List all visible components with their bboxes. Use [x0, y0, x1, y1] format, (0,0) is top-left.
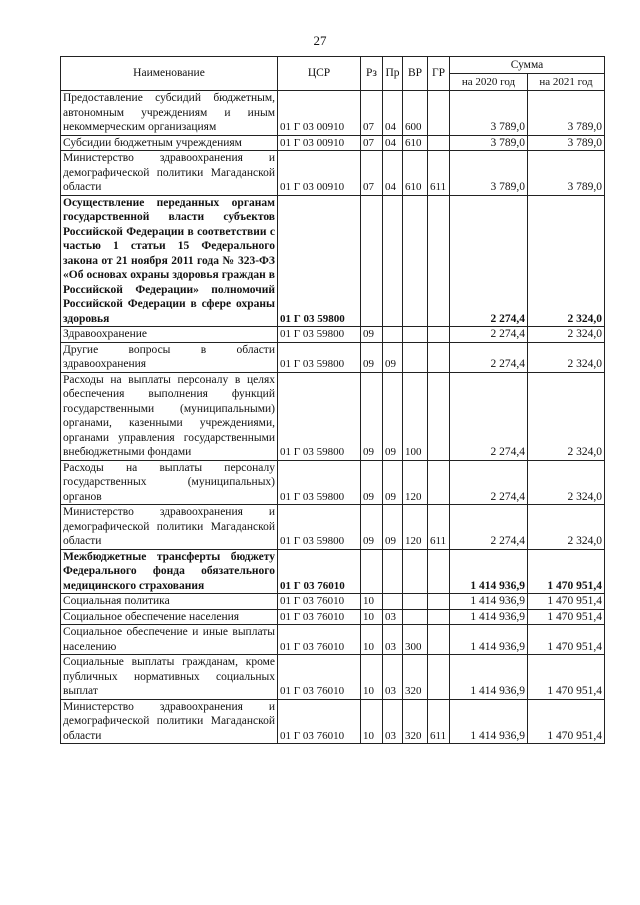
row-gr — [428, 609, 450, 625]
row-csr: 01 Г 03 76010 — [278, 655, 361, 700]
row-vr — [403, 342, 428, 372]
table-row — [61, 135, 605, 151]
header-rz: Рз — [361, 57, 383, 91]
row-sum-2021: 2 324,0 — [528, 505, 605, 550]
header-year-2020: на 2020 год — [450, 73, 528, 90]
row-csr: 01 Г 03 59800 — [278, 327, 361, 343]
row-pr: 09 — [383, 342, 403, 372]
row-gr — [428, 327, 450, 343]
row-rz: 10 — [361, 625, 383, 655]
table-body — [61, 91, 605, 744]
row-rz: 09 — [361, 460, 383, 505]
row-sum-2021: 1 470 951,4 — [528, 699, 605, 744]
row-vr — [403, 195, 428, 327]
row-name: Министерство здравоохранения и демографической политики Магаданской области — [61, 505, 278, 550]
row-rz: 09 — [361, 327, 383, 343]
row-sum-2021: 2 324,0 — [528, 372, 605, 460]
row-csr: 01 Г 03 59800 — [278, 372, 361, 460]
row-rz: 07 — [361, 151, 383, 196]
row-vr: 320 — [403, 699, 428, 744]
row-name: Министерство здравоохранения и демографической политики Магаданской области — [61, 151, 278, 196]
row-sum-2021: 2 324,0 — [528, 327, 605, 343]
row-sum-2020: 2 274,4 — [450, 342, 528, 372]
row-rz: 10 — [361, 699, 383, 744]
row-rz — [361, 195, 383, 327]
row-csr: 01 Г 03 59800 — [278, 342, 361, 372]
row-gr — [428, 625, 450, 655]
header-year-2021: на 2021 год — [528, 73, 605, 90]
row-csr: 01 Г 03 00910 — [278, 135, 361, 151]
table-row — [61, 372, 605, 460]
row-gr — [428, 372, 450, 460]
row-vr: 610 — [403, 151, 428, 196]
row-vr: 120 — [403, 505, 428, 550]
row-pr: 03 — [383, 625, 403, 655]
row-sum-2020: 2 274,4 — [450, 327, 528, 343]
row-sum-2020: 1 414 936,9 — [450, 609, 528, 625]
row-rz: 09 — [361, 342, 383, 372]
row-sum-2021: 2 324,0 — [528, 460, 605, 505]
table-row — [61, 151, 605, 196]
row-csr: 01 Г 03 76010 — [278, 609, 361, 625]
row-sum-2021: 1 470 951,4 — [528, 609, 605, 625]
row-vr: 600 — [403, 91, 428, 136]
row-gr: 611 — [428, 699, 450, 744]
row-sum-2020: 1 414 936,9 — [450, 625, 528, 655]
table-row — [61, 327, 605, 343]
row-sum-2020: 3 789,0 — [450, 151, 528, 196]
row-sum-2020: 1 414 936,9 — [450, 699, 528, 744]
budget-table — [60, 56, 605, 744]
row-rz: 07 — [361, 135, 383, 151]
header-sum: Сумма — [450, 57, 605, 74]
row-sum-2020: 2 274,4 — [450, 460, 528, 505]
row-gr — [428, 655, 450, 700]
row-sum-2021: 3 789,0 — [528, 91, 605, 136]
row-gr: 611 — [428, 505, 450, 550]
row-csr: 01 Г 03 76010 — [278, 549, 361, 594]
row-name: Социальное обеспечение населения — [61, 609, 278, 625]
row-gr — [428, 91, 450, 136]
row-pr: 03 — [383, 655, 403, 700]
row-name: Предоставление субсидий бюджетным, автономным учреждениям и иным некоммерческим организациям — [61, 91, 278, 136]
row-csr: 01 Г 03 00910 — [278, 151, 361, 196]
row-vr: 320 — [403, 655, 428, 700]
row-sum-2021: 3 789,0 — [528, 135, 605, 151]
row-gr: 611 — [428, 151, 450, 196]
row-sum-2020: 2 274,4 — [450, 505, 528, 550]
row-vr: 300 — [403, 625, 428, 655]
row-pr: 03 — [383, 699, 403, 744]
header-vr: ВР — [403, 57, 428, 91]
row-sum-2020: 1 414 936,9 — [450, 655, 528, 700]
row-sum-2021: 2 324,0 — [528, 342, 605, 372]
page-number: 27 — [313, 33, 327, 48]
row-sum-2021: 1 470 951,4 — [528, 655, 605, 700]
row-vr: 100 — [403, 372, 428, 460]
table-row — [61, 342, 605, 372]
header-pr: Пр — [383, 57, 403, 91]
row-sum-2020: 1 414 936,9 — [450, 594, 528, 610]
row-pr: 04 — [383, 151, 403, 196]
row-pr: 04 — [383, 135, 403, 151]
row-pr: 09 — [383, 460, 403, 505]
table-row — [61, 91, 605, 136]
row-pr: 09 — [383, 372, 403, 460]
row-gr — [428, 460, 450, 505]
row-pr: 03 — [383, 609, 403, 625]
row-gr — [428, 195, 450, 327]
row-name: Министерство здравоохранения и демографической политики Магаданской области — [61, 699, 278, 744]
row-gr — [428, 594, 450, 610]
row-csr: 01 Г 03 59800 — [278, 195, 361, 327]
row-rz: 10 — [361, 594, 383, 610]
row-name: Другие вопросы в области здравоохранения — [61, 342, 278, 372]
table-row — [61, 655, 605, 700]
row-csr: 01 Г 03 59800 — [278, 460, 361, 505]
row-pr — [383, 549, 403, 594]
row-pr — [383, 327, 403, 343]
row-sum-2020: 3 789,0 — [450, 135, 528, 151]
header-name: Наименование — [61, 57, 278, 91]
row-rz: 07 — [361, 91, 383, 136]
row-gr — [428, 135, 450, 151]
row-name: Расходы на выплаты персоналу государственных (муниципальных) органов — [61, 460, 278, 505]
table-row — [61, 625, 605, 655]
table-row — [61, 549, 605, 594]
row-sum-2021: 2 324,0 — [528, 195, 605, 327]
row-rz: 09 — [361, 372, 383, 460]
table-row — [61, 505, 605, 550]
table-header — [61, 57, 605, 91]
row-sum-2020: 3 789,0 — [450, 91, 528, 136]
table-row — [61, 460, 605, 505]
table-row — [61, 594, 605, 610]
table-row — [61, 699, 605, 744]
row-name: Осуществление переданных органам государственной власти субъектов Российской Федерации в соответствии с частью 1 статьи 15 Федерального закона от 21 ноября 2011 года № 323-ФЗ «Об основах охраны здоровья граждан в Российской Федерации» полномочий Российской Федерации в сфере охраны здоровья — [61, 195, 278, 327]
row-gr — [428, 549, 450, 594]
row-csr: 01 Г 03 76010 — [278, 699, 361, 744]
row-sum-2020: 2 274,4 — [450, 372, 528, 460]
header-csr: ЦСР — [278, 57, 361, 91]
row-csr: 01 Г 03 76010 — [278, 594, 361, 610]
row-pr — [383, 594, 403, 610]
row-vr — [403, 594, 428, 610]
table-row — [61, 195, 605, 327]
row-sum-2021: 1 470 951,4 — [528, 594, 605, 610]
row-pr — [383, 195, 403, 327]
row-name: Социальная политика — [61, 594, 278, 610]
row-csr: 01 Г 03 00910 — [278, 91, 361, 136]
row-vr: 610 — [403, 135, 428, 151]
row-sum-2021: 1 470 951,4 — [528, 549, 605, 594]
row-vr — [403, 327, 428, 343]
row-name: Социальное обеспечение и иные выплаты населению — [61, 625, 278, 655]
row-pr: 09 — [383, 505, 403, 550]
header-gr: ГР — [428, 57, 450, 91]
row-rz: 10 — [361, 609, 383, 625]
row-rz: 09 — [361, 505, 383, 550]
row-gr — [428, 342, 450, 372]
row-vr: 120 — [403, 460, 428, 505]
row-name: Здравоохранение — [61, 327, 278, 343]
row-name: Расходы на выплаты персоналу в целях обеспечения выполнения функций государственными (муниципальными) органами, казенными учреждениями, органами управления государственными внебюджетными фондами — [61, 372, 278, 460]
row-vr — [403, 609, 428, 625]
row-csr: 01 Г 03 76010 — [278, 625, 361, 655]
row-rz: 10 — [361, 655, 383, 700]
row-rz — [361, 549, 383, 594]
row-sum-2021: 1 470 951,4 — [528, 625, 605, 655]
row-csr: 01 Г 03 59800 — [278, 505, 361, 550]
row-sum-2020: 2 274,4 — [450, 195, 528, 327]
row-pr: 04 — [383, 91, 403, 136]
table-row — [61, 609, 605, 625]
row-sum-2021: 3 789,0 — [528, 151, 605, 196]
row-name: Социальные выплаты гражданам, кроме публичных нормативных социальных выплат — [61, 655, 278, 700]
row-name: Субсидии бюджетным учреждениям — [61, 135, 278, 151]
row-vr — [403, 549, 428, 594]
row-name: Межбюджетные трансферты бюджету Федерального фонда обязательного медицинского страхования — [61, 549, 278, 594]
row-sum-2020: 1 414 936,9 — [450, 549, 528, 594]
